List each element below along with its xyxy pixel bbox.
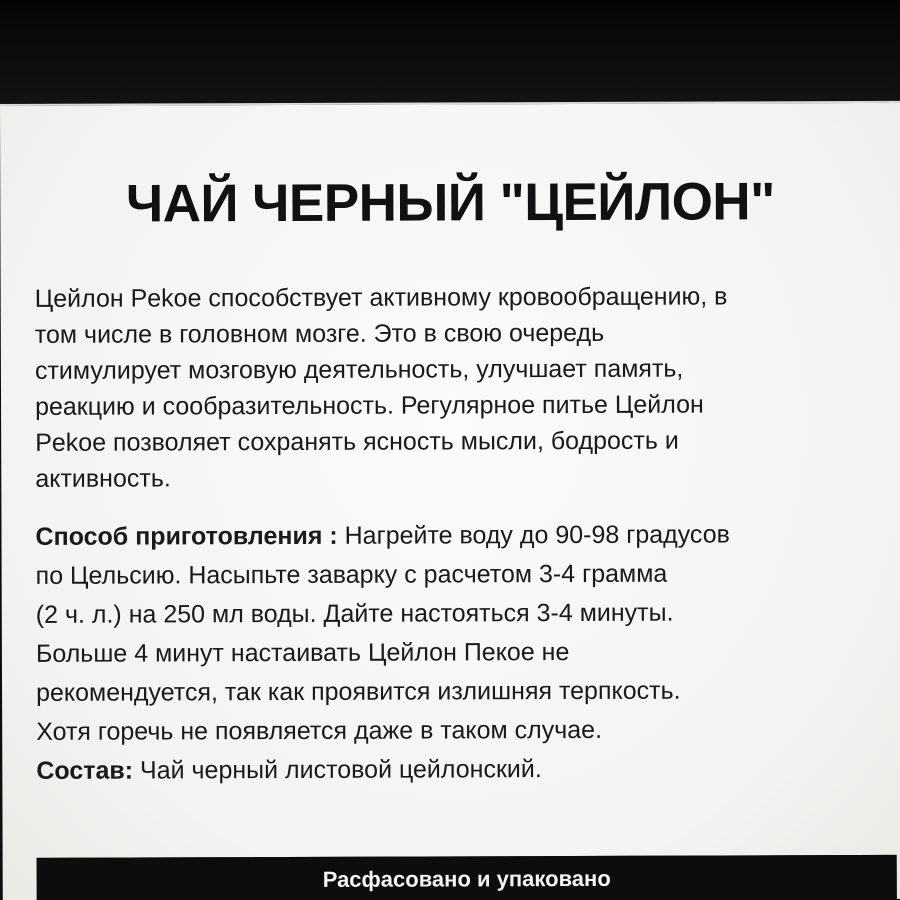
- label-sticker: [0, 101, 900, 900]
- preparation-line: рекомендуется, так как проявится излишняя терпкость.: [36, 676, 681, 707]
- composition-heading: Состав:: [36, 756, 134, 785]
- preparation-line: по Цельсию. Насыпьте заварку с расчетом 3-4 грамма: [35, 559, 668, 590]
- preparation-line: (2 ч. л.) на 250 мл воды. Дайте настояться 3-4 минуты.: [35, 598, 674, 629]
- preparation-heading: Способ приготовления :: [35, 521, 338, 551]
- description-paragraph: [35, 278, 876, 497]
- packaging-footer-text: Расфасовано и упаковано: [322, 865, 611, 892]
- product-title: ЧАЙ ЧЕРНЫЙ "ЦЕЙЛОН": [125, 172, 775, 234]
- preparation-line: Нагрейте воду до 90-98 градусов: [337, 520, 730, 550]
- preparation-section: [35, 515, 876, 791]
- composition-line: [36, 749, 876, 791]
- preparation-line: Хотя горечь не появляется даже в таком случае.: [36, 715, 603, 746]
- description-line: том числе в головном мозге. Это в свою очередь: [34, 318, 605, 349]
- packaging-footer-bar: [37, 855, 897, 900]
- description-line: реакцию и сообразительность. Регулярное питье Цейлон: [35, 390, 704, 421]
- dark-package-band: [0, 0, 900, 112]
- description-line: Цейлон Pekoe способствует активному кровообращению, в: [34, 282, 728, 313]
- preparation-first-line: [35, 515, 875, 557]
- description-line: стимулирует мозговую деятельность, улучшает память,: [34, 354, 684, 385]
- preparation-line: Больше 4 минут настаивать Цейлон Пекое не: [35, 638, 570, 668]
- composition-text: Чай черный листовой цейлонский.: [133, 755, 542, 785]
- description-line: Pekoe позволяет сохранять ясность мысли, бодрость и: [35, 426, 679, 457]
- description-line: активность.: [35, 464, 171, 493]
